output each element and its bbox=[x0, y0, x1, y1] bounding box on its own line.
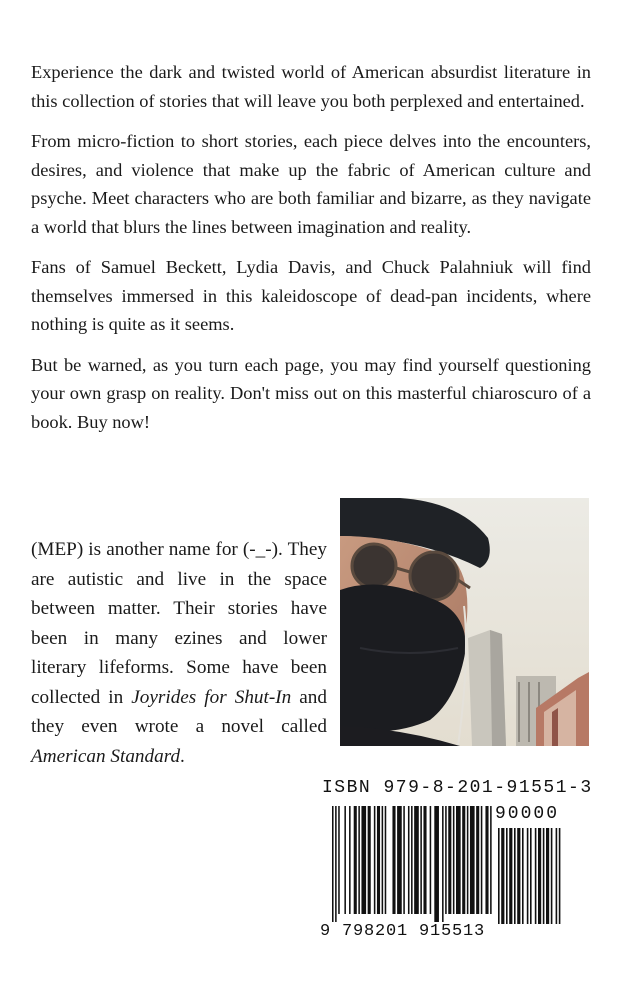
author-photo bbox=[340, 498, 589, 746]
book-title-joyrides: Joyrides for Shut-In bbox=[131, 686, 292, 708]
isbn-label: ISBN 979-8-201-91551-3 bbox=[322, 778, 593, 798]
author-bio bbox=[31, 535, 327, 771]
bio-text-3: . bbox=[180, 745, 185, 767]
blurb-paragraph-4: But be warned, as you turn each page, you may find yourself questioning your own grasp on reality. Don't miss out on this masterful chiaroscuro of a book. Buy now! bbox=[31, 354, 591, 432]
isbn-barcode bbox=[320, 778, 593, 962]
barcode-bars bbox=[332, 806, 492, 922]
bio-text-2: and they even wrote a novel called bbox=[31, 686, 327, 737]
blurb-paragraph-2: From micro-fiction to short stories, each piece delves into the encounters, desires, and violence that make up the fabric of American culture and psyche. Meet characters who are both familiar and bizarre, as they navigate a world that blurs the lines between imagination and reality. bbox=[31, 131, 591, 237]
book-title-american-standard: American Standard bbox=[31, 745, 181, 767]
price-code: 90000 bbox=[495, 804, 560, 824]
author-bio-text bbox=[31, 535, 327, 771]
blurb-paragraph-3: Fans of Samuel Beckett, Lydia Davis, and Chuck Palahniuk will find themselves immersed in this kaleidoscope of dead-pan incidents, where nothing is quite as it seems. bbox=[31, 257, 591, 334]
blurb-paragraph-1: Experience the dark and twisted world of American absurdist literature in this collection of stories that will leave you both perplexed and entertained. bbox=[31, 62, 591, 111]
barcode-digits: 9 798201 915513 bbox=[320, 922, 486, 941]
back-cover-blurb bbox=[31, 58, 591, 448]
bio-text-1: (MEP) is another name for (-_-). They are autistic and live in the space between matter. Their stories have been in many ezines and lower literary lifeforms. Some have been collected in bbox=[31, 539, 327, 708]
barcode-addon-bars bbox=[498, 828, 578, 924]
